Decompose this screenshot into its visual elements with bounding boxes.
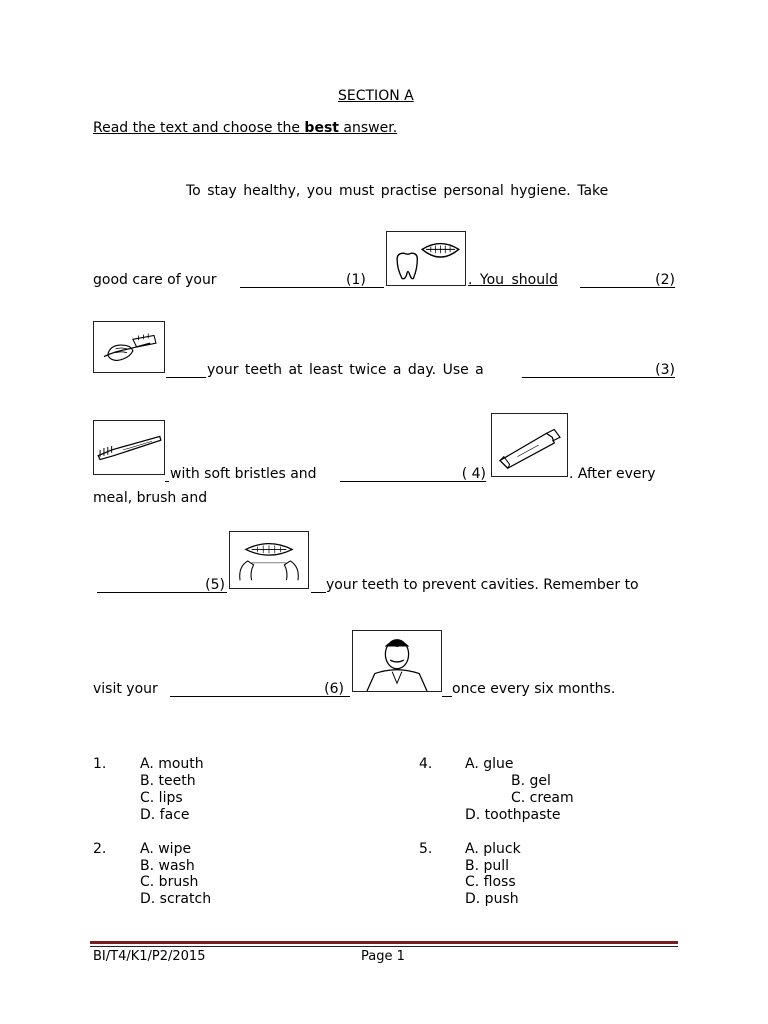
footer-rule-thin <box>90 946 678 947</box>
flossing-image <box>229 531 309 589</box>
question-1-number: 1. <box>93 756 107 772</box>
question-1-option-a[interactable]: A. mouth <box>140 756 204 772</box>
passage-line-7-a: visit your <box>93 681 158 697</box>
instruction-before: Read the text and choose the <box>93 120 305 136</box>
blank-6[interactable] <box>170 680 350 697</box>
question-2-option-a[interactable]: A. wipe <box>140 841 192 857</box>
instruction-after: answer. <box>338 120 398 136</box>
blank-2-label: (2) <box>655 272 675 288</box>
line2-text-b: . You should <box>468 272 558 288</box>
question-2-option-d[interactable]: D. scratch <box>140 891 212 907</box>
question-2-option-b[interactable]: B. wash <box>140 858 195 874</box>
line2-text-a: good care of your <box>93 272 217 288</box>
question-4-number: 4. <box>419 756 433 772</box>
blank-1[interactable] <box>240 271 384 288</box>
blank-2-continue[interactable] <box>166 361 206 378</box>
question-1-option-b[interactable]: B. teeth <box>140 773 196 789</box>
question-5-option-a[interactable]: A. pluck <box>465 841 521 857</box>
section-title: SECTION A <box>338 88 414 104</box>
question-5-option-b[interactable]: B. pull <box>465 858 510 874</box>
passage-line-4-b <box>569 465 656 483</box>
passage-line-3: your teeth at least twice a day. Use a <box>207 362 484 378</box>
question-1-option-c[interactable]: C. lips <box>140 790 183 806</box>
question-4-option-c[interactable]: C. cream <box>511 790 574 806</box>
blank-1-label: (1) <box>346 272 366 288</box>
footer-rule-thick <box>90 941 678 944</box>
line4-text-b: . After every <box>569 466 656 482</box>
blank-3-label: (3) <box>655 362 675 378</box>
passage-line-7-b: once every six months. <box>452 681 616 697</box>
question-5-option-c[interactable]: C. floss <box>465 874 516 890</box>
blank-2[interactable] <box>580 271 675 288</box>
toothpaste-tube-image <box>491 413 568 477</box>
toothbrush-image <box>93 420 165 475</box>
blank-3[interactable] <box>522 361 675 378</box>
teeth-mouth-image <box>386 231 466 286</box>
instruction <box>93 119 397 137</box>
brushing-hand-image <box>93 321 165 373</box>
passage-line-1: To stay healthy, you must practise personal hygiene. Take <box>186 183 609 199</box>
passage-line-4-a: with soft bristles and <box>170 466 317 482</box>
blank-5-continue[interactable] <box>311 576 326 593</box>
blank-6-continue[interactable] <box>442 680 452 697</box>
question-2-number: 2. <box>93 841 107 857</box>
line2-after-image <box>468 271 558 289</box>
blank-4[interactable] <box>340 465 486 482</box>
blank-4-label: ( 4) <box>461 466 486 482</box>
question-5-option-d[interactable]: D. push <box>465 891 519 907</box>
blank-3-continue[interactable] <box>165 465 169 482</box>
instruction-bold: best <box>304 120 339 136</box>
question-4-option-a[interactable]: A. glue <box>465 756 514 772</box>
footer-code: BI/T4/K1/P2/2015 <box>93 949 206 964</box>
blank-6-label: (6) <box>324 681 344 697</box>
footer-page: Page 1 <box>361 949 405 964</box>
question-4-option-d[interactable]: D. toothpaste <box>465 807 561 823</box>
blank-5-label: (5) <box>205 577 225 593</box>
passage-line-6: your teeth to prevent cavities. Remember to <box>326 577 639 593</box>
question-2-option-c[interactable]: C. brush <box>140 874 199 890</box>
question-4-option-b[interactable]: B. gel <box>511 773 551 789</box>
dentist-image <box>352 630 442 692</box>
passage-line-5: meal, brush and <box>93 490 208 506</box>
passage-line-2 <box>93 271 217 289</box>
blank-5[interactable] <box>97 576 227 593</box>
question-5-number: 5. <box>419 841 433 857</box>
question-1-option-d[interactable]: D. face <box>140 807 190 823</box>
